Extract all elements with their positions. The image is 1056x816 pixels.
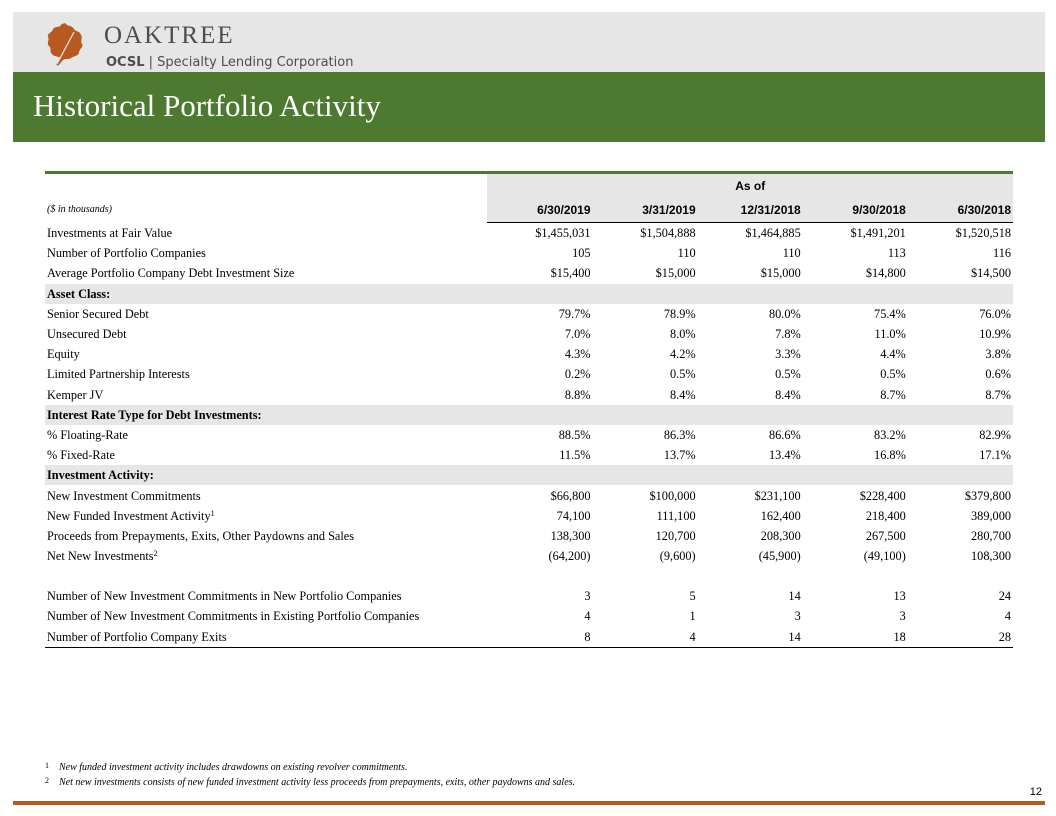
- table-cell: 76.0%: [979, 306, 1011, 321]
- table-cell: 4: [584, 609, 591, 624]
- table-row: [45, 425, 1013, 445]
- table-cell: 24: [998, 589, 1011, 604]
- table-cell: 267,500: [865, 528, 906, 543]
- section-label: Investment Activity:: [45, 465, 1013, 485]
- row-label: [45, 445, 487, 465]
- units-label: ($ in thousands): [47, 204, 112, 216]
- table-cell: 0.5%: [880, 367, 906, 382]
- table-cell: 78.9%: [663, 306, 696, 321]
- table-cell: $1,504,888: [640, 226, 696, 241]
- table-cell: 88.5%: [558, 427, 591, 442]
- table-cell: 8.0%: [670, 327, 696, 342]
- footnote-text: Net new investments consists of new funded investment activity less proceeds from prepayments, exits, other paydowns and sales.: [59, 777, 576, 788]
- table-cell: 110: [782, 246, 801, 261]
- table-cell: 18: [893, 629, 906, 644]
- row-label: [45, 606, 487, 626]
- section-header-row: [45, 465, 1013, 485]
- table-cell: 116: [993, 246, 1011, 261]
- row-label-text: Senior Secured Debt: [47, 306, 149, 321]
- table-cell: 13.7%: [663, 448, 696, 463]
- table-cell: 17.1%: [979, 448, 1011, 463]
- row-label-text: Kemper JV: [47, 387, 104, 402]
- table-bottom-rule: [45, 647, 1013, 648]
- table-cell: 83.2%: [874, 427, 906, 442]
- column-header: 9/30/2018: [803, 198, 908, 223]
- row-label-text: Number of Portfolio Companies: [47, 246, 206, 261]
- table-row: [45, 223, 1013, 244]
- row-label-text: New Funded Investment Activity: [47, 508, 211, 523]
- footnote-ref: 1: [210, 508, 215, 518]
- footnote-mark: 1: [45, 761, 49, 770]
- table-cell: 208,300: [760, 528, 801, 543]
- row-label: [45, 425, 487, 445]
- footnote-mark: 2: [45, 776, 49, 785]
- row-label: [45, 627, 487, 647]
- row-label-text: Number of New Investment Commitments in Existing Portfolio Companies: [47, 609, 420, 624]
- table-cell: 105: [572, 246, 591, 261]
- table-cell: $379,800: [964, 488, 1011, 503]
- table-cell: $1,491,201: [850, 226, 906, 241]
- table-cell: $15,000: [655, 266, 696, 281]
- table-cell: 8.7%: [880, 387, 906, 402]
- row-label: [45, 385, 487, 405]
- table-cell: 28: [998, 629, 1011, 644]
- table-cell: 3.8%: [985, 347, 1011, 362]
- table-row: [45, 586, 1013, 606]
- brand-name: OAKTREE: [104, 22, 235, 49]
- table-cell: 162,400: [760, 508, 801, 523]
- table-cell: 0.2%: [564, 367, 591, 382]
- table-cell: 3: [794, 609, 801, 624]
- as-of-label: As of: [487, 174, 1013, 198]
- table-cell: 280,700: [971, 528, 1011, 543]
- table-cell: $14,800: [865, 266, 906, 281]
- brand-company: Specialty Lending Corporation: [157, 55, 354, 70]
- table-cell: $100,000: [649, 488, 696, 503]
- table-cell: 8.7%: [985, 387, 1011, 402]
- row-label: [45, 344, 487, 364]
- row-label: [45, 526, 487, 546]
- table-row: [45, 243, 1013, 263]
- table-row: [45, 364, 1013, 384]
- table-row: [45, 627, 1013, 647]
- row-label: [45, 304, 487, 324]
- table-cell: $15,000: [760, 266, 801, 281]
- row-label: [45, 324, 487, 344]
- page-title: Historical Portfolio Activity: [33, 88, 381, 123]
- table-cell: 389,000: [971, 508, 1011, 523]
- oak-leaf-icon: [43, 20, 87, 66]
- table-cell: 8.8%: [564, 387, 591, 402]
- table-row: [45, 606, 1013, 626]
- table-cell: $66,800: [550, 488, 591, 503]
- row-label-text: New Investment Commitments: [47, 488, 201, 503]
- row-label: [45, 243, 487, 263]
- spacer-row: [45, 566, 1013, 586]
- table-cell: 86.6%: [768, 427, 801, 442]
- table-cell: 4: [1004, 609, 1011, 624]
- table-cell: 7.0%: [564, 327, 591, 342]
- footnote-text: New funded investment activity includes drawdowns on existing revolver commitments.: [59, 762, 408, 773]
- table-cell: 86.3%: [663, 427, 696, 442]
- table-cell: 11.5%: [559, 448, 591, 463]
- table-cell: 1: [689, 609, 696, 624]
- table-cell: 218,400: [865, 508, 906, 523]
- table-cell: 8.4%: [670, 387, 696, 402]
- row-label-text: Net New Investments: [47, 549, 154, 564]
- table-row: [45, 485, 1013, 505]
- table-cell: 3: [899, 609, 906, 624]
- table-row: [45, 304, 1013, 324]
- row-label: [45, 223, 487, 244]
- table-cell: 11.0%: [874, 327, 906, 342]
- table-cell: 13: [893, 589, 906, 604]
- row-label: [45, 364, 487, 384]
- brand-subtitle: OCSL | Specialty Lending Corporation: [106, 55, 354, 70]
- column-header: 6/30/2019: [487, 198, 592, 223]
- footer-bar: [13, 801, 1045, 805]
- table-cell: (49,100): [863, 549, 906, 564]
- table-row: [45, 324, 1013, 344]
- section-label: Asset Class:: [45, 284, 1013, 304]
- table-cell: 80.0%: [768, 306, 801, 321]
- row-label: [45, 506, 487, 526]
- row-label-text: Number of New Investment Commitments in New Portfolio Companies: [47, 589, 402, 604]
- footnote-ref: 2: [153, 549, 158, 559]
- row-label-text: % Fixed-Rate: [47, 448, 115, 463]
- row-label: [45, 586, 487, 606]
- row-label: [45, 263, 487, 283]
- table-cell: 0.6%: [985, 367, 1011, 382]
- portfolio-activity-table: [45, 171, 1013, 648]
- table-cell: 111,100: [656, 508, 696, 523]
- table-cell: 8.4%: [775, 387, 801, 402]
- table-row: [45, 263, 1013, 283]
- table-cell: (64,200): [548, 549, 591, 564]
- row-label-text: Number of Portfolio Company Exits: [47, 629, 227, 644]
- footnote: [45, 774, 575, 789]
- row-label-text: Unsecured Debt: [47, 327, 127, 342]
- footnote: [45, 759, 575, 774]
- table-cell: 13.4%: [768, 448, 801, 463]
- row-label-text: % Floating-Rate: [47, 427, 128, 442]
- table-cell: 5: [689, 589, 696, 604]
- table-row: [45, 546, 1013, 566]
- table-cell: 16.8%: [874, 448, 906, 463]
- column-header: 12/31/2018: [698, 198, 803, 223]
- table-row: [45, 385, 1013, 405]
- table-cell: 4.4%: [880, 347, 906, 362]
- footnotes: [45, 759, 575, 789]
- section-label: Interest Rate Type for Debt Investments:: [45, 405, 1013, 425]
- table-cell: (45,900): [758, 549, 801, 564]
- table-cell: 3: [584, 589, 591, 604]
- table-cell: 10.9%: [979, 327, 1011, 342]
- section-header-row: [45, 284, 1013, 304]
- table-cell: $1,520,518: [955, 226, 1011, 241]
- column-header: 6/30/2018: [908, 198, 1013, 223]
- section-header-row: [45, 405, 1013, 425]
- table-cell: 3.3%: [775, 347, 801, 362]
- table-cell: 7.8%: [775, 327, 801, 342]
- page-number: 12: [1029, 786, 1042, 798]
- table-cell: 79.7%: [558, 306, 591, 321]
- table-row: [45, 344, 1013, 364]
- table-cell: $228,400: [859, 488, 906, 503]
- brand-ticker: OCSL: [106, 55, 145, 70]
- table-cell: 14: [788, 589, 801, 604]
- table-cell: 4.2%: [670, 347, 696, 362]
- row-label-text: Investments at Fair Value: [47, 225, 173, 240]
- table-cell: 75.4%: [874, 306, 906, 321]
- table-cell: 0.5%: [775, 367, 801, 382]
- brand-header: [13, 12, 1045, 72]
- column-header-row: [45, 198, 1013, 223]
- table-cell: 14: [788, 629, 801, 644]
- table-cell: 108,300: [971, 549, 1011, 564]
- table-row: [45, 526, 1013, 546]
- table-cell: 8: [584, 629, 591, 644]
- table-cell: 82.9%: [979, 427, 1011, 442]
- column-header: 3/31/2019: [593, 198, 698, 223]
- row-label-text: Average Portfolio Company Debt Investment Size: [47, 266, 295, 281]
- row-label-text: Equity: [47, 347, 80, 362]
- table-cell: 4.3%: [564, 347, 591, 362]
- table-cell: 74,100: [556, 508, 591, 523]
- table-cell: $231,100: [754, 488, 801, 503]
- table-cell: $1,455,031: [535, 226, 591, 241]
- table-cell: 138,300: [550, 528, 591, 543]
- table-cell: $1,464,885: [745, 226, 801, 241]
- row-label: [45, 546, 487, 566]
- table-cell: (9,600): [659, 549, 696, 564]
- table-cell: 120,700: [655, 528, 696, 543]
- table-cell: $14,500: [971, 266, 1011, 281]
- as-of-row: [45, 174, 1013, 198]
- table-cell: $15,400: [550, 266, 591, 281]
- row-label-text: Proceeds from Prepayments, Exits, Other Paydowns and Sales: [47, 528, 355, 543]
- table-cell: 4: [689, 629, 696, 644]
- table-cell: 0.5%: [670, 367, 696, 382]
- table-row: [45, 445, 1013, 465]
- table-row: [45, 506, 1013, 526]
- table-cell: 110: [677, 246, 696, 261]
- table-cell: 113: [887, 246, 906, 261]
- row-label: [45, 485, 487, 505]
- row-label-text: Limited Partnership Interests: [47, 367, 190, 382]
